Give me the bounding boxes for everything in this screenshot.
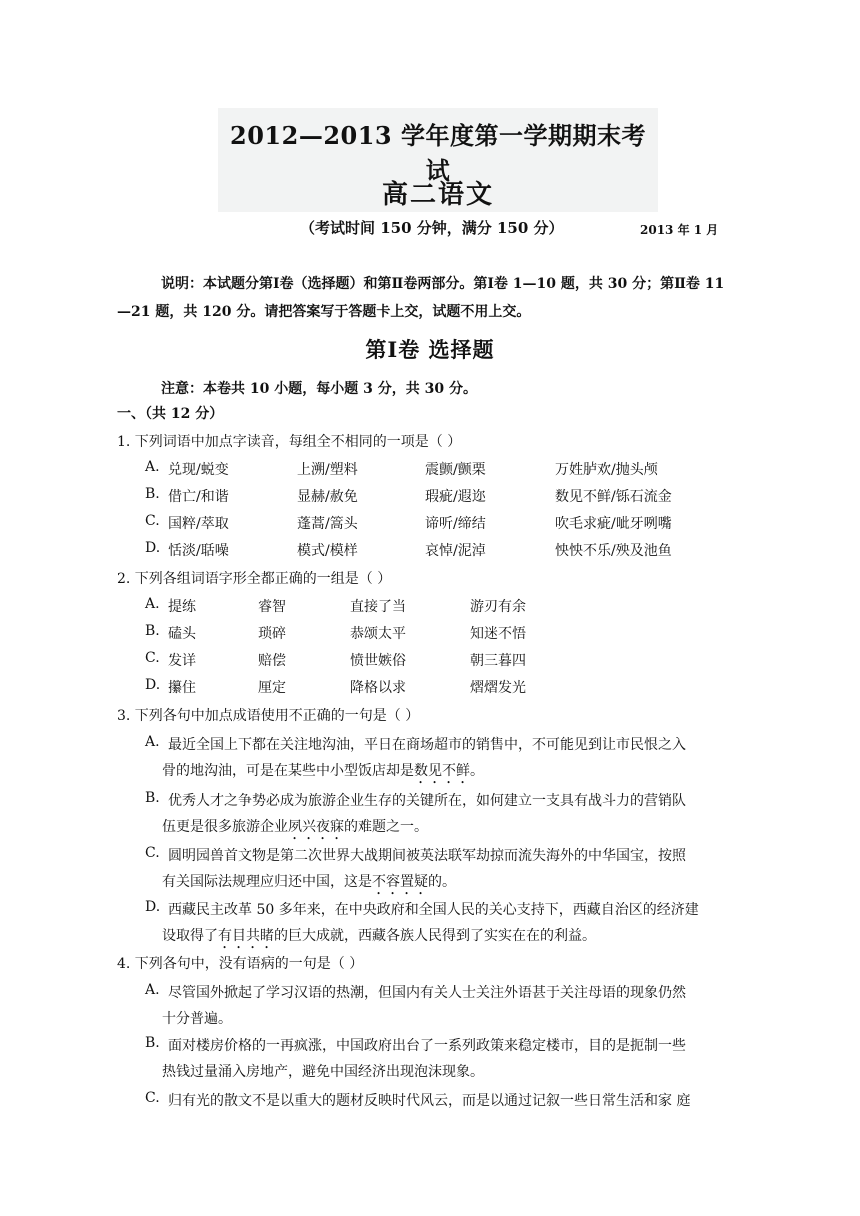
q2-item: 愤世嫉俗 xyxy=(350,653,406,669)
q3-line2-pre: 有关国际法规理应归还中国，这是 xyxy=(162,874,372,890)
q1-item: 瑕疵/遐迩 xyxy=(425,489,486,505)
q3-option-label: B. xyxy=(145,790,160,806)
q1-item: 国粹/萃取 xyxy=(168,516,229,532)
q2-option-label: A. xyxy=(145,596,160,612)
q4-option-line1: 归有光的散文不是以重大的题材反映时代风云，而是以通过记叙一些日常生活和家 庭 xyxy=(168,1093,691,1109)
q2-item: 发详 xyxy=(168,653,196,669)
q1-item: 模式/模样 xyxy=(297,543,358,559)
q3-stem: 3. 下列各句中加点成语使用不正确的一句是（ ） xyxy=(117,708,420,724)
q3-option-line2 xyxy=(162,760,484,787)
q3-dotted-idiom: 夙兴夜寐 xyxy=(288,819,344,835)
q3-line2-post: 的。 xyxy=(428,874,456,890)
q1-item: 显赫/赦免 xyxy=(297,489,358,505)
q3-option-label: D. xyxy=(145,899,161,915)
q2-item: 厘定 xyxy=(258,680,286,696)
q3-line2-post: 的巨大成就，西藏各族人民得到了实实在在的利益。 xyxy=(274,928,596,944)
q4-option-label: B. xyxy=(145,1035,160,1051)
q3-dotted-idiom: 有目共睹 xyxy=(218,928,274,944)
q3-option-line2 xyxy=(162,816,428,843)
q2-option-label: C. xyxy=(145,650,160,666)
q2-stem: 2. 下列各组词语字形全都正确的一组是（ ） xyxy=(117,571,392,587)
exam-duration-info: （考试时间 150 分钟，满分 150 分） xyxy=(300,219,564,237)
q1-option-label: C. xyxy=(145,513,160,529)
q1-item: 数见不鲜/铄石流金 xyxy=(555,489,672,505)
section-note: 注意：本卷共 10 小题，每小题 3 分，共 30 分。 xyxy=(161,381,477,397)
exam-subject: 高二语文 xyxy=(381,180,494,210)
exam-title: 2012—2013 学年度第一学期期末考试 xyxy=(230,121,646,185)
q2-item: 睿智 xyxy=(258,599,286,615)
exam-date: 2013 年 1 月 xyxy=(640,223,719,237)
q3-dotted-idiom: 不容置疑 xyxy=(372,874,428,890)
q1-item: 谛听/缔结 xyxy=(425,516,486,532)
q2-item: 游刃有余 xyxy=(470,599,526,615)
q1-option-label: A. xyxy=(145,459,160,475)
q4-option-line2: 十分普遍。 xyxy=(162,1011,232,1027)
q4-option-line1: 尽管国外掀起了学习汉语的热潮，但国内有关人士关注外语甚于关注母语的现象仍然 xyxy=(168,985,686,1001)
q3-line2-post: 的难题之一。 xyxy=(344,819,428,835)
q2-item: 攥住 xyxy=(168,680,196,696)
q3-option-label: C. xyxy=(145,845,160,861)
q2-item: 直接了当 xyxy=(350,599,406,615)
q3-option-line1: 最近全国上下都在关注地沟油，平日在商场超市的销售中，不可能见到让市民恨之入 xyxy=(168,737,686,753)
q2-item: 降格以求 xyxy=(350,680,406,696)
q2-option-label: D. xyxy=(145,677,161,693)
q2-option-label: B. xyxy=(145,623,160,639)
q1-item: 怏怏不乐/殃及池鱼 xyxy=(555,543,672,559)
q1-item: 万姓胪欢/抛头颅 xyxy=(555,462,658,478)
q3-line2-pre: 设取得了 xyxy=(162,928,218,944)
q2-item: 提练 xyxy=(168,599,196,615)
part-heading: 一、（共 12 分） xyxy=(117,406,224,422)
q1-stem: 1. 下列词语中加点字读音，每组全不相同的一项是（ ） xyxy=(117,434,462,450)
q4-option-label: C. xyxy=(145,1090,160,1106)
q1-item: 蓬蒿/篙头 xyxy=(297,516,358,532)
q3-line2-pre: 伍更是很多旅游企业 xyxy=(162,819,288,835)
q3-line2-pre: 骨的地沟油，可是在某些中小型饭店却是 xyxy=(162,763,414,779)
q1-item: 借亡/和谐 xyxy=(168,489,229,505)
title-banner xyxy=(218,108,658,212)
q3-option-line1: 优秀人才之争势必成为旅游企业生存的关键所在，如何建立一支具有战斗力的营销队 xyxy=(168,793,686,809)
q2-item: 知迷不悟 xyxy=(470,626,526,642)
q2-item: 磕头 xyxy=(168,626,196,642)
q3-option-line1: 圆明园兽首文物是第二次世界大战期间被英法联军劫掠而流失海外的中华国宝，按照 xyxy=(168,848,686,864)
q1-item: 吹毛求疵/呲牙咧嘴 xyxy=(555,516,672,532)
q1-item: 震颤/颤栗 xyxy=(425,462,486,478)
q4-stem: 4. 下列各句中，没有语病的一句是（ ） xyxy=(117,956,364,972)
q1-option-label: B. xyxy=(145,486,160,502)
q1-item: 恬淡/聒噪 xyxy=(168,543,229,559)
q1-option-label: D. xyxy=(145,540,161,556)
section-title: 第Ⅰ卷 选择题 xyxy=(365,337,495,362)
q2-item: 琐碎 xyxy=(258,626,286,642)
q3-option-line2 xyxy=(162,925,596,952)
q4-option-line2: 热钱过量涌入房地产，避免中国经济出现泡沫现象。 xyxy=(162,1064,484,1080)
instructions: 说明：本试题分第Ⅰ卷（选择题）和第Ⅱ卷两部分。第Ⅰ卷 1—10 题，共 30 分；第Ⅱ卷 11—21 题，共 120 分。请把答案写于答题卡上交，试题不用上交。 xyxy=(117,276,725,320)
q1-item: 哀悼/泥淖 xyxy=(425,543,486,559)
q4-option-label: A. xyxy=(145,982,160,998)
q3-option-label: A. xyxy=(145,734,160,750)
q3-line2-post: 。 xyxy=(470,763,484,779)
q4-option-line1: 面对楼房价格的一再疯涨，中国政府出台了一系列政策来稳定楼市，目的是扼制一些 xyxy=(168,1038,686,1054)
q3-option-line1: 西藏民主改革 50 多年来，在中央政府和全国人民的关心支持下，西藏自治区的经济建 xyxy=(168,902,699,918)
q3-dotted-idiom: 数见不鲜 xyxy=(414,763,470,779)
q1-item: 上溯/塑料 xyxy=(297,462,358,478)
q3-option-line2 xyxy=(162,871,456,898)
q2-item: 恭颂太平 xyxy=(350,626,406,642)
q1-item: 兑现/蜕变 xyxy=(168,462,229,478)
q2-item: 朝三暮四 xyxy=(470,653,526,669)
q2-item: 赔偿 xyxy=(258,653,286,669)
q2-item: 熠熠发光 xyxy=(470,680,526,696)
